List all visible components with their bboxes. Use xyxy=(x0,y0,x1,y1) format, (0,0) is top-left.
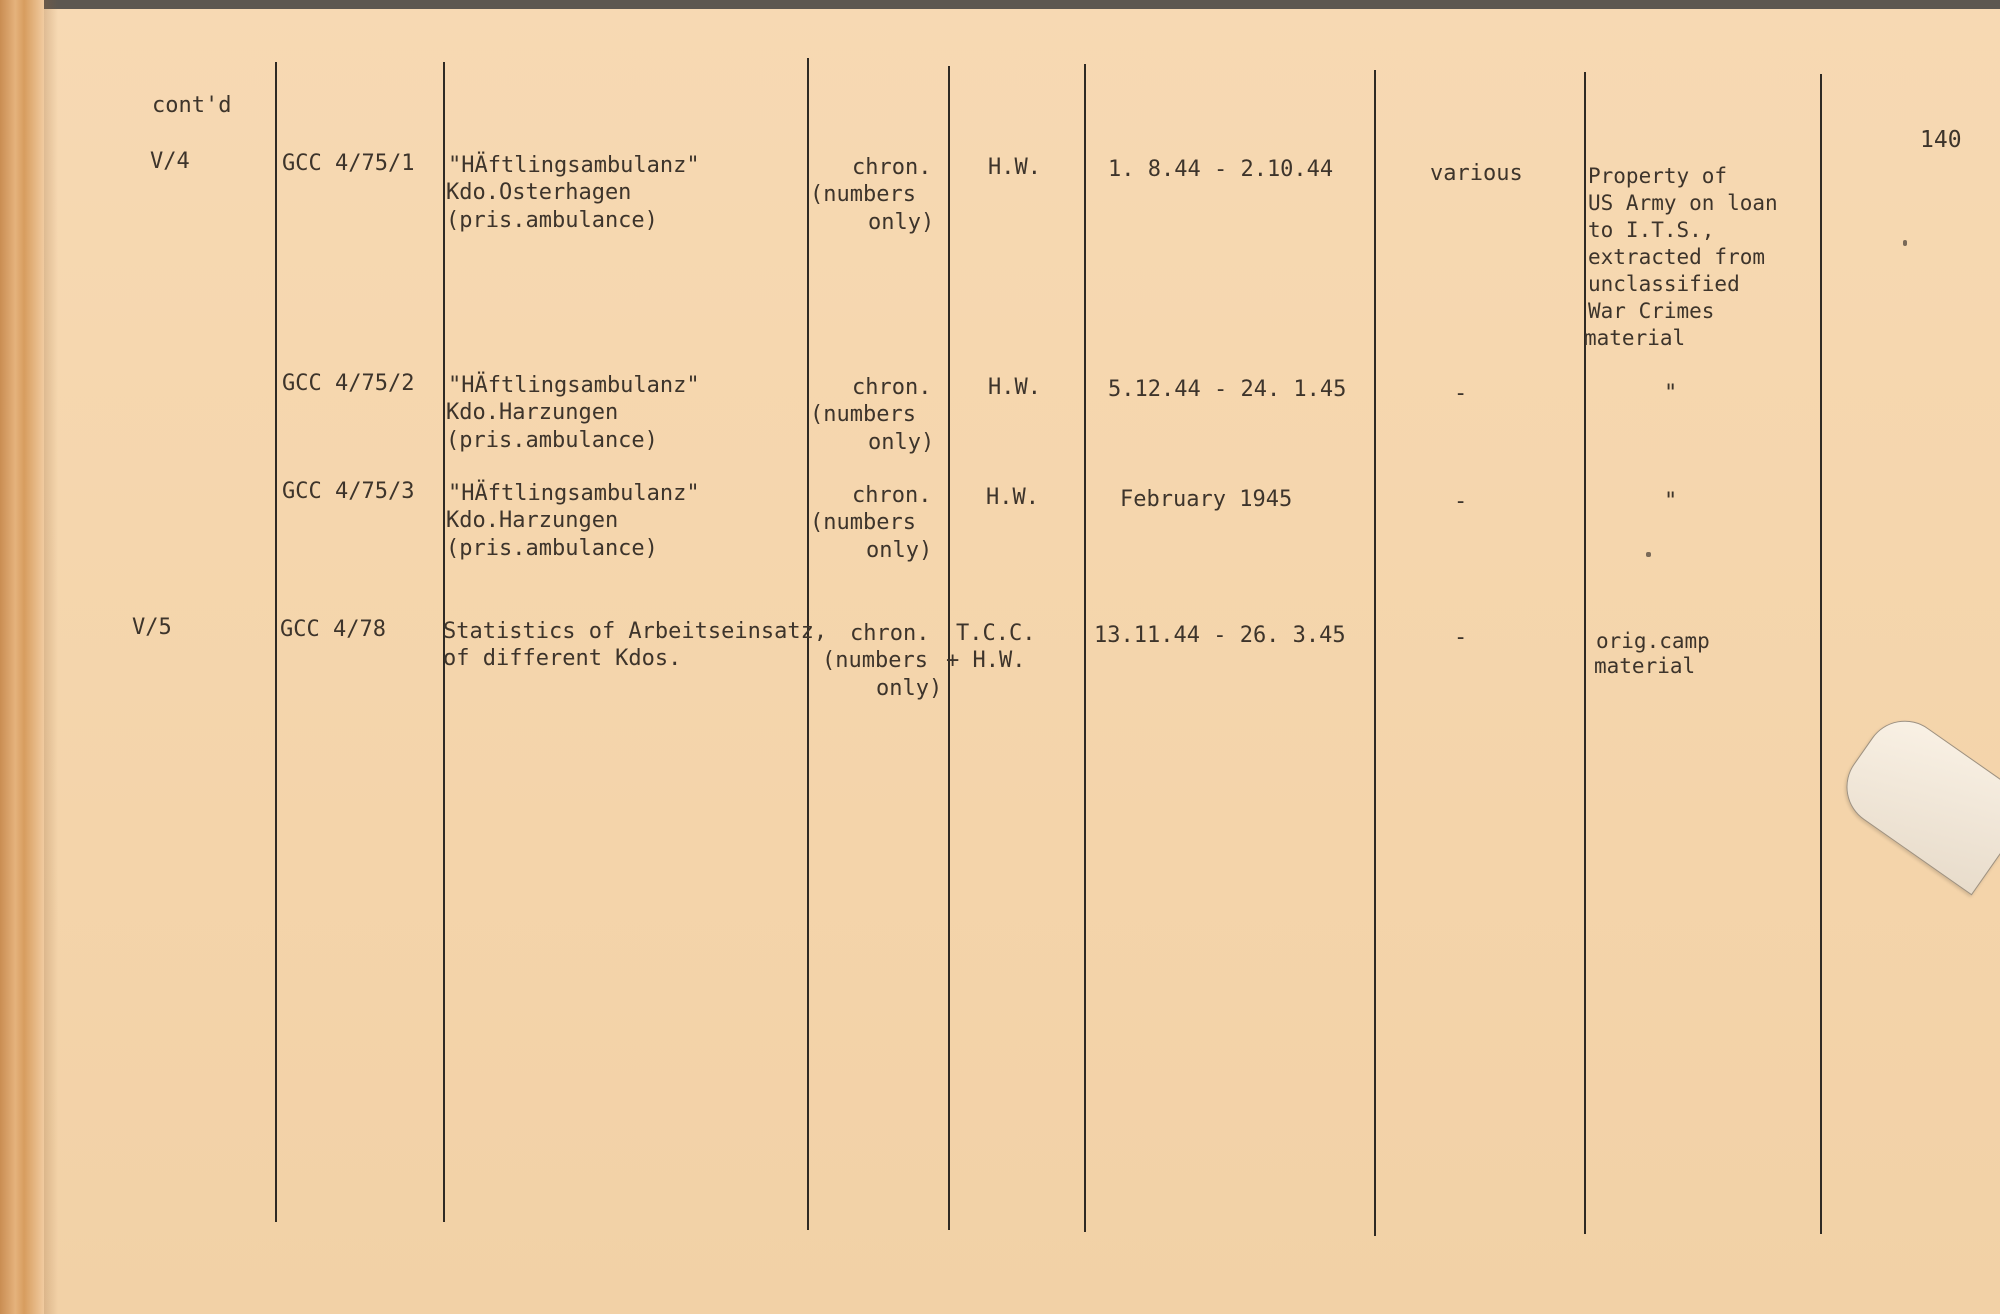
remarks-line: to I.T.S., xyxy=(1588,218,1715,242)
spine-shadow xyxy=(44,0,58,1314)
names-value: - xyxy=(1454,381,1468,406)
remarks-line: orig.camp xyxy=(1596,629,1710,653)
column-rule xyxy=(275,62,277,1222)
language-line: T.C.C. xyxy=(956,621,1036,646)
names-value: various xyxy=(1430,161,1523,186)
language-line: H.W. xyxy=(986,485,1039,510)
remarks-line: material xyxy=(1584,326,1686,350)
remarks-line: War Crimes xyxy=(1588,299,1715,323)
arrangement-line: chron. xyxy=(850,621,930,646)
column-rule xyxy=(1584,72,1586,1234)
description-line: (pris.ambulance) xyxy=(446,536,658,561)
reference-number: GCC 4/75/3 xyxy=(282,479,415,504)
names-value: - xyxy=(1454,625,1468,650)
arrangement-line: (numbers xyxy=(810,402,916,427)
remarks-ditto: " xyxy=(1664,489,1678,514)
remarks-line: unclassified xyxy=(1588,272,1740,296)
description-line: "HÄftlingsambulanz" xyxy=(448,481,700,506)
page-top-edge xyxy=(0,0,2000,9)
description-line: "HÄftlingsambulanz" xyxy=(448,373,700,398)
date-range: 1. 8.44 - 2.10.44 xyxy=(1108,157,1334,182)
reference-number: GCC 4/78 xyxy=(280,617,386,642)
arrangement-line: (numbers xyxy=(822,648,928,673)
page-number: 140 xyxy=(1920,127,1962,153)
date-range: 5.12.44 - 24. 1.45 xyxy=(1108,377,1347,402)
arrangement-line: chron. xyxy=(852,375,932,400)
language-line: + H.W. xyxy=(946,648,1026,673)
description-line: (pris.ambulance) xyxy=(446,428,658,453)
arrangement-line: only) xyxy=(876,676,943,701)
bookmark-tab xyxy=(1831,705,2000,895)
paper-speck xyxy=(1903,240,1907,246)
names-value: - xyxy=(1454,489,1468,514)
reference-number: GCC 4/75/2 xyxy=(282,371,415,396)
remarks-line: material xyxy=(1594,654,1696,678)
arrangement-line: only) xyxy=(868,210,935,235)
date-range: February 1945 xyxy=(1120,487,1293,512)
column-rule xyxy=(1374,70,1376,1236)
language-line: H.W. xyxy=(988,155,1041,180)
arrangement-line: only) xyxy=(868,430,935,455)
arrangement-line: only) xyxy=(866,538,933,563)
description-line: of different Kdos. xyxy=(443,646,682,671)
binding-spine xyxy=(0,0,44,1314)
remarks-ditto: " xyxy=(1664,381,1678,406)
arrangement-line: chron. xyxy=(852,483,932,508)
description-line: "HÄftlingsambulanz" xyxy=(448,153,700,178)
group-code: V/4 xyxy=(150,149,190,174)
remarks-line: Property of xyxy=(1588,164,1728,188)
group-code: V/5 xyxy=(132,615,172,640)
description-line: (pris.ambulance) xyxy=(446,208,658,233)
arrangement-line: chron. xyxy=(852,155,932,180)
description-line: Statistics of Arbeitseinsatz, xyxy=(443,619,828,644)
reference-number: GCC 4/75/1 xyxy=(282,151,415,176)
language-line: H.W. xyxy=(988,375,1041,400)
paper-speck xyxy=(1646,552,1651,557)
column-rule xyxy=(1084,64,1086,1232)
date-range: 13.11.44 - 26. 3.45 xyxy=(1094,623,1346,648)
arrangement-line: (numbers xyxy=(810,182,916,207)
header-note: cont'd xyxy=(152,93,232,118)
remarks-line: US Army on loan xyxy=(1588,191,1778,215)
arrangement-line: (numbers xyxy=(810,510,916,535)
description-line: Kdo.Osterhagen xyxy=(446,180,632,205)
description-line: Kdo.Harzungen xyxy=(446,508,619,533)
column-rule xyxy=(1820,74,1822,1234)
description-line: Kdo.Harzungen xyxy=(446,400,619,425)
remarks-line: extracted from xyxy=(1588,245,1766,269)
